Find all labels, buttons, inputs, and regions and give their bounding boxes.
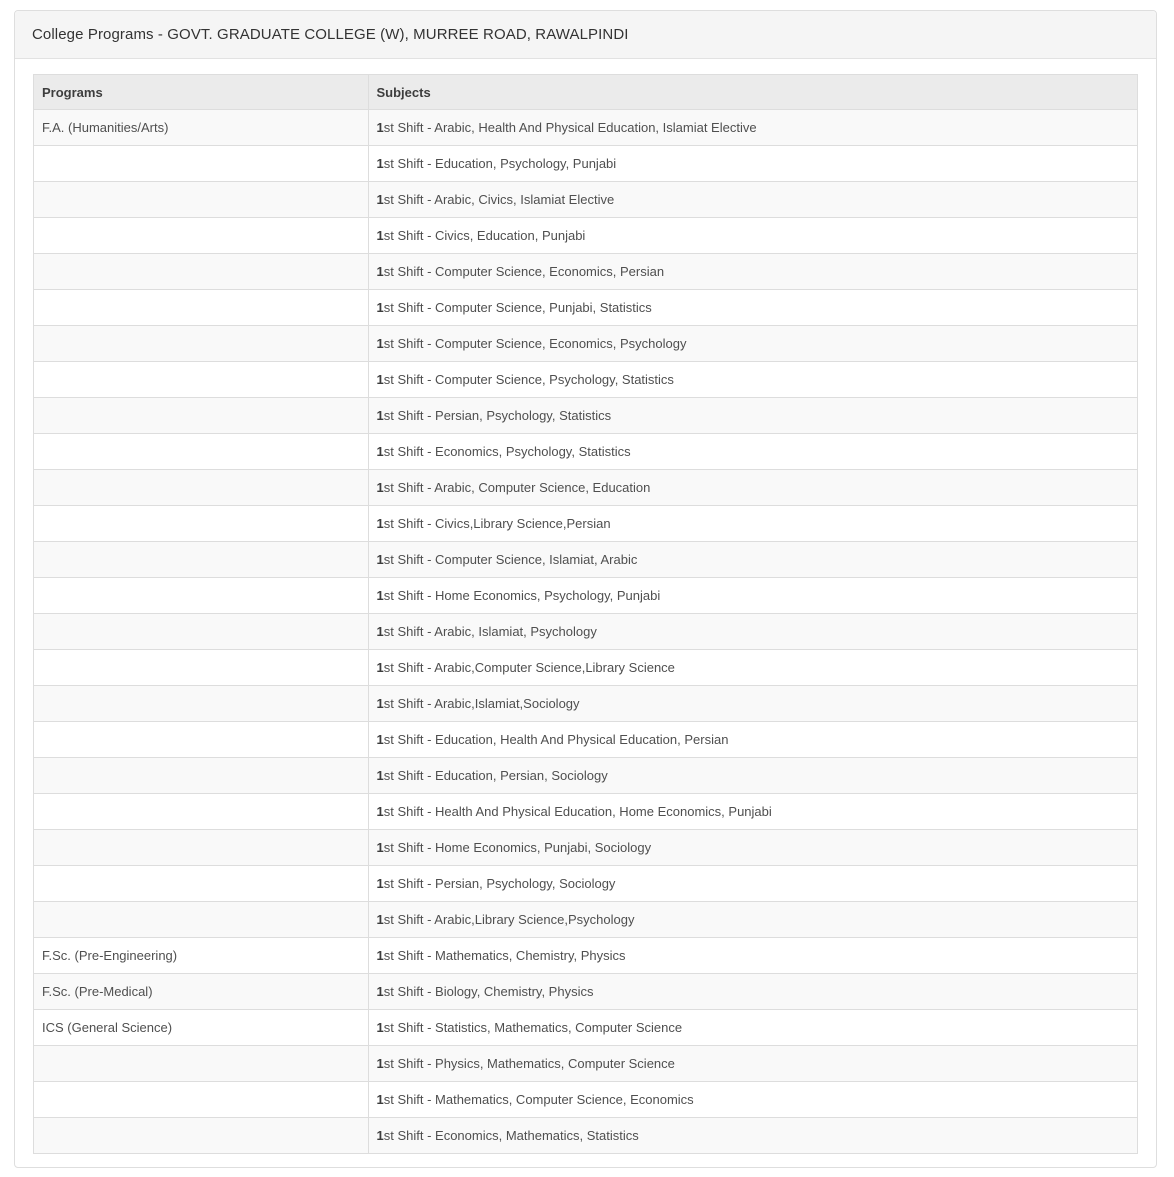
subject-cell: 1st Shift - Computer Science, Islamiat, Arabic (368, 542, 1138, 578)
program-cell: F.A. (Humanities/Arts) (34, 110, 369, 146)
table-row (34, 866, 1138, 902)
table-row (34, 506, 1138, 542)
subject-cell: 1st Shift - Civics, Education, Punjabi (368, 218, 1138, 254)
table-row (34, 614, 1138, 650)
subject-cell: 1st Shift - Computer Science, Economics, Persian (368, 254, 1138, 290)
subject-cell: 1st Shift - Economics, Psychology, Statistics (368, 434, 1138, 470)
subject-cell: 1st Shift - Arabic,Library Science,Psychology (368, 902, 1138, 938)
program-cell (34, 182, 369, 218)
subject-cell: 1st Shift - Education, Psychology, Punjabi (368, 146, 1138, 182)
subject-cell: 1st Shift - Statistics, Mathematics, Computer Science (368, 1010, 1138, 1046)
program-cell (34, 254, 369, 290)
table-row (34, 290, 1138, 326)
table-row (34, 830, 1138, 866)
program-cell (34, 470, 369, 506)
table-body (34, 110, 1138, 1154)
subject-cell: 1st Shift - Computer Science, Economics, Psychology (368, 326, 1138, 362)
program-cell: F.Sc. (Pre-Engineering) (34, 938, 369, 974)
subject-cell: 1st Shift - Education, Health And Physical Education, Persian (368, 722, 1138, 758)
table-row (34, 794, 1138, 830)
table-row (34, 542, 1138, 578)
table-row (34, 1118, 1138, 1154)
table-row (34, 902, 1138, 938)
program-cell (34, 290, 369, 326)
table-row (34, 434, 1138, 470)
subject-cell: 1st Shift - Computer Science, Punjabi, Statistics (368, 290, 1138, 326)
subject-cell: 1st Shift - Persian, Psychology, Statistics (368, 398, 1138, 434)
subject-cell: 1st Shift - Economics, Mathematics, Statistics (368, 1118, 1138, 1154)
subject-cell: 1st Shift - Arabic, Islamiat, Psychology (368, 614, 1138, 650)
program-cell (34, 578, 369, 614)
program-cell (34, 1046, 369, 1082)
table-row (34, 218, 1138, 254)
table-row (34, 578, 1138, 614)
program-cell (34, 434, 369, 470)
program-cell (34, 686, 369, 722)
program-cell (34, 218, 369, 254)
column-header-subjects: Subjects (368, 75, 1138, 110)
table-row (34, 362, 1138, 398)
subject-cell: 1st Shift - Home Economics, Punjabi, Sociology (368, 830, 1138, 866)
panel-body (15, 59, 1156, 1167)
table-row (34, 398, 1138, 434)
program-cell (34, 830, 369, 866)
program-cell (34, 362, 369, 398)
subject-cell: 1st Shift - Physics, Mathematics, Computer Science (368, 1046, 1138, 1082)
table-row (34, 326, 1138, 362)
table-row (34, 722, 1138, 758)
programs-table (33, 74, 1138, 1154)
table-row (34, 254, 1138, 290)
program-cell (34, 326, 369, 362)
program-cell (34, 542, 369, 578)
program-cell (34, 902, 369, 938)
subject-cell: 1st Shift - Mathematics, Computer Science, Economics (368, 1082, 1138, 1118)
program-cell (34, 1082, 369, 1118)
program-cell (34, 758, 369, 794)
table-row (34, 1010, 1138, 1046)
table-row (34, 650, 1138, 686)
program-cell: ICS (General Science) (34, 1010, 369, 1046)
table-row (34, 182, 1138, 218)
subject-cell: 1st Shift - Arabic, Health And Physical Education, Islamiat Elective (368, 110, 1138, 146)
program-cell (34, 614, 369, 650)
college-programs-panel (14, 10, 1157, 1168)
subject-cell: 1st Shift - Arabic, Computer Science, Education (368, 470, 1138, 506)
panel-title: College Programs - GOVT. GRADUATE COLLEGE (W), MURREE ROAD, RAWALPINDI (32, 26, 629, 43)
table-row (34, 1046, 1138, 1082)
program-cell: F.Sc. (Pre-Medical) (34, 974, 369, 1010)
subject-cell: 1st Shift - Health And Physical Education, Home Economics, Punjabi (368, 794, 1138, 830)
program-cell (34, 722, 369, 758)
program-cell (34, 650, 369, 686)
subject-cell: 1st Shift - Arabic,Islamiat,Sociology (368, 686, 1138, 722)
table-row (34, 974, 1138, 1010)
panel-heading (15, 11, 1156, 59)
program-cell (34, 794, 369, 830)
subject-cell: 1st Shift - Arabic, Civics, Islamiat Elective (368, 182, 1138, 218)
table-row (34, 110, 1138, 146)
subject-cell: 1st Shift - Arabic,Computer Science,Library Science (368, 650, 1138, 686)
table-row (34, 758, 1138, 794)
program-cell (34, 1118, 369, 1154)
program-cell (34, 146, 369, 182)
table-row (34, 146, 1138, 182)
program-cell (34, 866, 369, 902)
subject-cell: 1st Shift - Home Economics, Psychology, Punjabi (368, 578, 1138, 614)
subject-cell: 1st Shift - Computer Science, Psychology, Statistics (368, 362, 1138, 398)
table-header-row (34, 75, 1138, 110)
table-row (34, 470, 1138, 506)
program-cell (34, 398, 369, 434)
column-header-programs: Programs (34, 75, 369, 110)
table-row (34, 938, 1138, 974)
table-row (34, 1082, 1138, 1118)
table-row (34, 686, 1138, 722)
subject-cell: 1st Shift - Education, Persian, Sociology (368, 758, 1138, 794)
program-cell (34, 506, 369, 542)
subject-cell: 1st Shift - Mathematics, Chemistry, Physics (368, 938, 1138, 974)
subject-cell: 1st Shift - Biology, Chemistry, Physics (368, 974, 1138, 1010)
subject-cell: 1st Shift - Persian, Psychology, Sociology (368, 866, 1138, 902)
subject-cell: 1st Shift - Civics,Library Science,Persian (368, 506, 1138, 542)
